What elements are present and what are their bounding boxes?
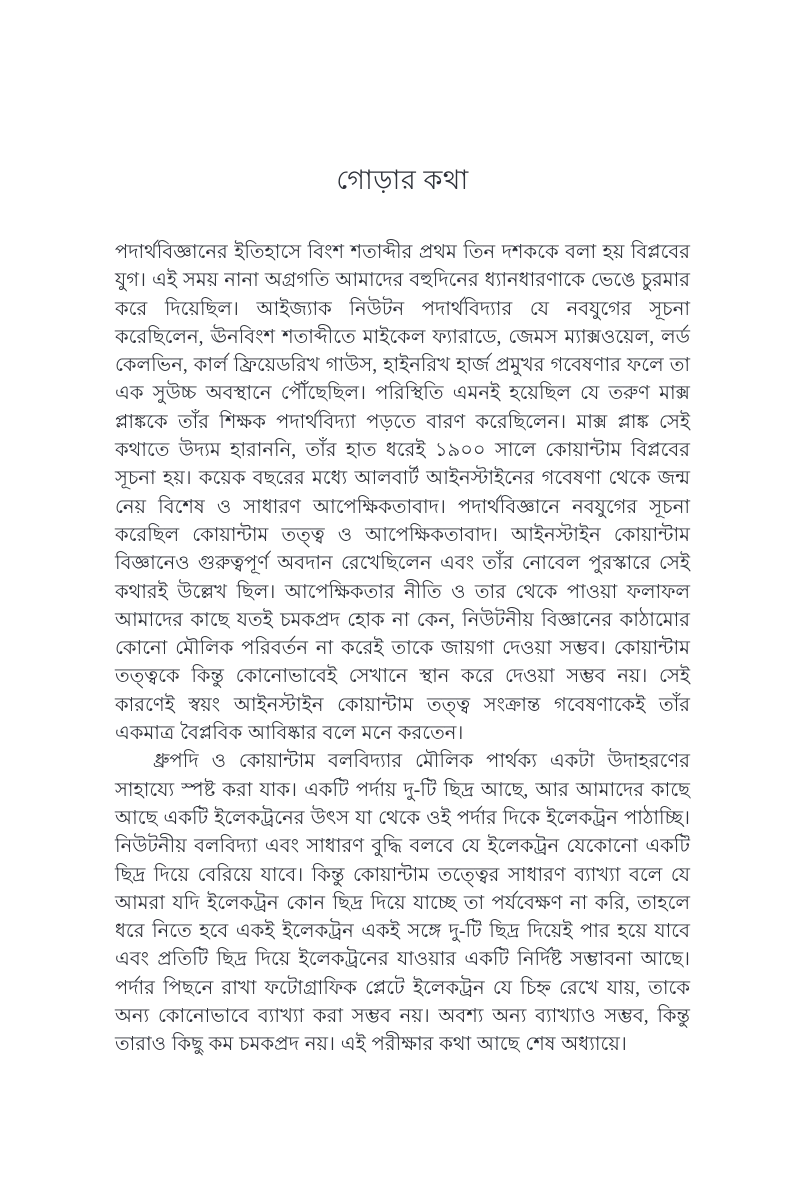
body-text-block xyxy=(115,239,690,1060)
page-title: গোড়ার কথা xyxy=(336,165,469,195)
body-paragraph-1: পদার্থবিজ্ঞানের ইতিহাসে বিংশ শতাব্দীর প্রথম তিন দশককে বলা হয় বিপ্লবের যুগ। এই সময় নানা অগ্রগতি আমাদের বহুদিনের ধ্যানধারণাকে ভেঙে চুরমার করে দিয়েছিল। আইজ্যাক নিউটন পদার্থবিদ্যার যে নবযুগের সূচনা করেছিলেন, ঊনবিংশ শতাব্দীতে মাইকেল ফ্যারাডে, জেমস ম্যাক্সওয়েল, লর্ড কেলভিন, কার্ল ফ্রিয়েডরিখ গাউস, হাইনরিখ হার্জ প্রমুখর গবেষণার ফলে তা এক সুউচ্চ অবস্থানে পৌঁছেছিল। পরিস্থিতি এমনই হয়েছিল যে তরুণ মাক্স প্লাঙ্ককে তাঁর শিক্ষক পদার্থবিদ্যা পড়তে বারণ করেছিলেন। মাক্স প্লাঙ্ক সেই কথাতে উদ্যম হারাননি, তাঁর হাত ধরেই ১৯০০ সালে কোয়ান্টাম বিপ্লবের সূচনা হয়। কয়েক বছরের মধ্যে আলবার্ট আইনস্টাইনের গবেষণা থেকে জন্ম নেয় বিশেষ ও সাধারণ আপেক্ষিকতাবাদ। পদার্থবিজ্ঞানে নবযুগের সূচনা করেছিল কোয়ান্টাম তত্ত্ব ও আপেক্ষিকতাবাদ। আইনস্টাইন কোয়ান্টাম বিজ্ঞানেও গুরুত্বপূর্ণ অবদান রেখেছিলেন এবং তাঁর নোবেল পুরস্কারে সেই কথারই উল্লেখ ছিল। আপেক্ষিকতার নীতি ও তার থেকে পাওয়া ফলাফল আমাদের কাছে যতই চমকপ্রদ হোক না কেন, নিউটনীয় বিজ্ঞানের কাঠামোর কোনো মৌলিক পরিবর্তন না করেই তাকে জায়গা দেওয়া সম্ভব। কোয়ান্টাম তত্ত্বকে কিন্তু কোনোভাবেই সেখানে স্থান করে দেওয়া সম্ভব নয়। সেই কারণেই স্বয়ং আইনস্টাইন কোয়ান্টাম তত্ত্ব সংক্রান্ত গবেষণাকেই তাঁর একমাত্র বৈপ্লবিক আবিষ্কার বলে মনে করতেন। xyxy=(115,242,690,745)
body-paragraph-2: ধ্রুপদি ও কোয়ান্টাম বলবিদ্যার মৌলিক পার্থক্য একটা উদাহরণের সাহায্যে স্পষ্ট করা যাক। একটি পর্দায় দু-টি ছিদ্র আছে, আর আমাদের কাছে আছে একটি ইলেকট্রনের উৎস যা থেকে ওই পর্দার দিকে ইলেকট্রন পাঠাচ্ছি। নিউটনীয় বলবিদ্যা এবং সাধারণ বুদ্ধি বলবে যে ইলেকট্রন যেকোনো একটি ছিদ্র দিয়ে বেরিয়ে যাবে। কিন্তু কোয়ান্টাম তত্ত্বের সাধারণ ব্যাখ্যা বলে যে আমরা যদি ইলেকট্রন কোন ছিদ্র দিয়ে যাচ্ছে তা পর্যবেক্ষণ না করি, তাহলে ধরে নিতে হবে একই ইলেকট্রন একই সঙ্গে দু-টি ছিদ্র দিয়েই পার হয়ে যাবে এবং প্রতিটি ছিদ্র দিয়ে ইলেকট্রনের যাওয়ার একটি নির্দিষ্ট সম্ভাবনা আছে। পর্দার পিছনে রাখা ফটোগ্রাফিক প্লেটে ইলেকট্রন যে চিহ্ন রেখে যায়, তাকে অন্য কোনোভাবে ব্যাখ্যা করা সম্ভব নয়। অবশ্য অন্য ব্যাখ্যাও সম্ভব, কিন্তু তারাও কিছু কম চমকপ্রদ নয়। এই পরীক্ষার কথা আছে শেষ অধ্যায়ে। xyxy=(115,751,690,1056)
